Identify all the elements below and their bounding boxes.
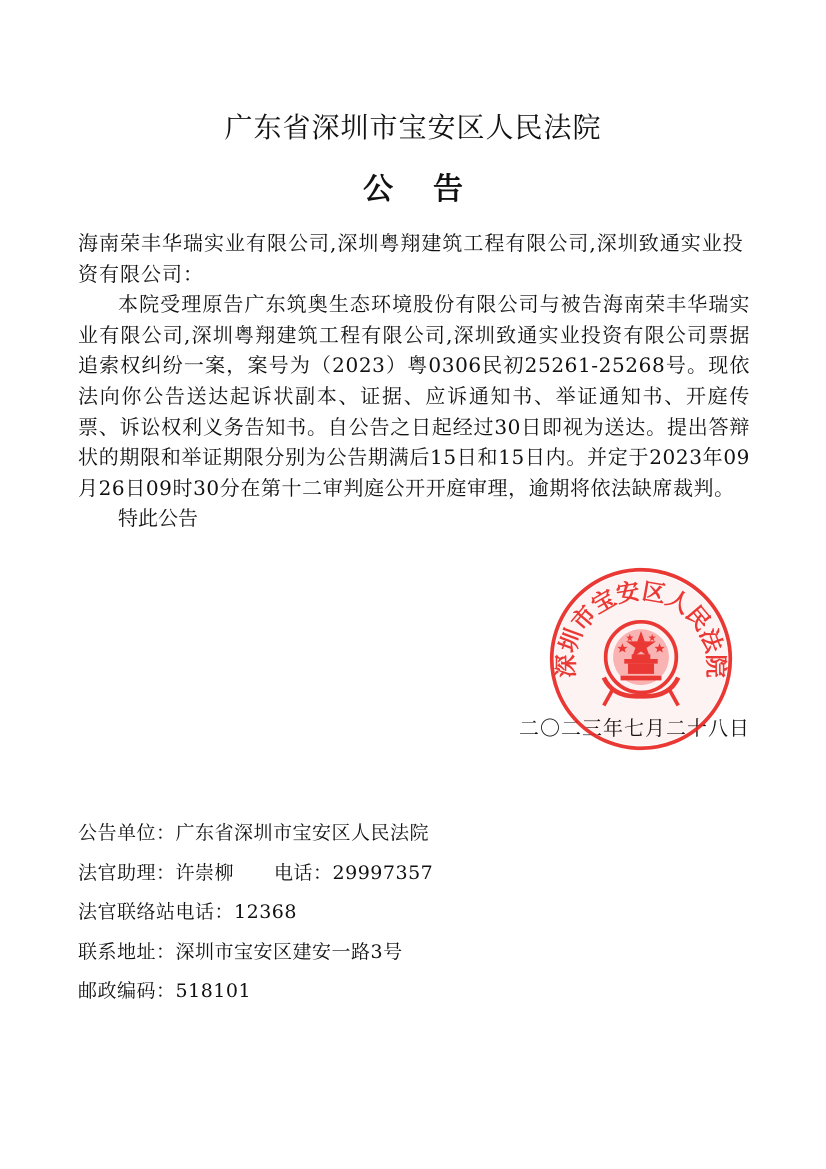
hotline-label: 法官联络站电话：: [78, 901, 235, 923]
notice-paragraph: 本院受理原告广东筑奥生态环境股份有限公司与被告海南荣丰华瑞实业有限公司,深圳粤翔建筑工程有限公司,深圳致通实业投资有限公司票据追索权纠纷一案，案号为（2023）粤0306民初25261-25268号。现依法向你公告送达起诉状副本、证据、应诉通知书、举证通知书、开庭传票、诉讼权利义务告知书。自公告之日起经过30日即视为送达。提出答辩状的期限和举证期限分别为公告期满后15日和15日内。并定于2023年09月26日09时30分在第十二审判庭公开开庭审理，逾期将依法缺席裁判。: [78, 292, 750, 500]
issuer-line: [78, 818, 433, 858]
address-value: 深圳市宝安区建安一路3号: [175, 940, 403, 963]
postal-value: 518101: [175, 980, 252, 1002]
assistant-value: 许崇柳: [175, 861, 235, 884]
assistant-line: [78, 858, 433, 898]
national-emblem-icon: [604, 622, 678, 706]
postal-label: 邮政编码：: [78, 980, 176, 1002]
hotline-line: [78, 897, 433, 937]
contact-info: [78, 818, 433, 1016]
hotline-value: 12368: [234, 901, 297, 923]
postal-line: [78, 976, 433, 1016]
issuer-label: 公告单位：: [78, 822, 176, 844]
notice-date: 二〇二三年七月二十八日: [519, 716, 750, 740]
address-label: 联系地址：: [78, 940, 176, 963]
addressee: 海南荣丰华瑞实业有限公司,深圳粤翔建筑工程有限公司,深圳致通实业投资有限公司：: [78, 231, 744, 286]
issuer-value: 广东省深圳市宝安区人民法院: [175, 822, 430, 844]
seal-text: 深圳市宝安区人民法院: [552, 577, 730, 678]
phone-label: 电话：: [274, 861, 333, 884]
court-seal: [548, 566, 734, 752]
phone-value: 29997357: [332, 861, 434, 884]
address-line: [78, 937, 433, 977]
assistant-label: 法官助理：: [78, 861, 176, 884]
court-title: 广东省深圳市宝安区人民法院: [224, 111, 602, 144]
closing-statement: 特此公告: [118, 506, 198, 531]
notice-body: [78, 228, 750, 534]
notice-title: 公告: [363, 172, 503, 207]
